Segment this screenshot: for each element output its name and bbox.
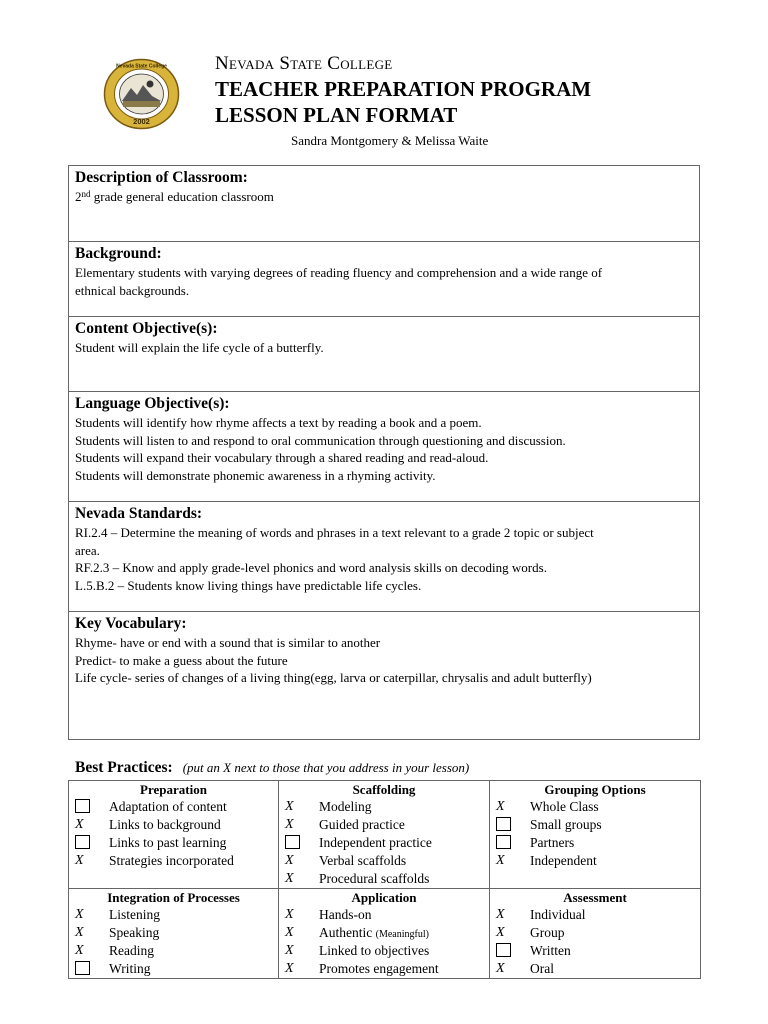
- best-practices-title: Best Practices: (put an X next to those that you address in your lesson): [75, 759, 470, 776]
- practice-item-label: Listening: [109, 907, 160, 922]
- practice-group-header: Application: [351, 890, 417, 905]
- practice-group-cell: [279, 889, 490, 979]
- practice-item-label: Links to background: [109, 817, 221, 832]
- checkbox-square-icon: [496, 835, 511, 849]
- empty-checkbox[interactable]: [496, 816, 514, 834]
- practice-item-label: Written: [530, 943, 571, 958]
- standards-line: L.5.B.2 – Students know living things have predictable life cycles.: [75, 577, 422, 593]
- standards-section: [69, 502, 699, 612]
- x-mark[interactable]: X: [75, 943, 84, 958]
- college-name: Nevada State College: [215, 53, 393, 74]
- empty-checkbox[interactable]: [496, 942, 514, 960]
- x-mark[interactable]: X: [496, 907, 505, 922]
- background-section: [69, 242, 699, 317]
- practice-item: [490, 906, 700, 924]
- practice-item: [279, 816, 489, 834]
- svg-text:Nevada State College: Nevada State College: [116, 63, 167, 70]
- format-title: LESSON PLAN FORMAT: [215, 103, 458, 127]
- language-objective-line: Students will demonstrate phonemic awareness in a rhyming activity.: [75, 467, 436, 483]
- practice-item-label: Promotes engagement: [319, 961, 439, 976]
- x-mark[interactable]: X: [75, 925, 84, 940]
- content-objective-section: [69, 317, 699, 392]
- practice-item: [490, 960, 700, 978]
- x-mark[interactable]: X: [75, 817, 84, 832]
- practice-item: [279, 870, 489, 888]
- empty-checkbox[interactable]: [285, 834, 303, 852]
- authors-line: Sandra Montgomery & Melissa Waite: [291, 133, 489, 148]
- standards-line: RF.2.3 – Know and apply grade-level phonics and word analysis skills on decoding words.: [75, 560, 547, 575]
- practice-group-header: Grouping Options: [544, 782, 646, 797]
- background-line: ethnical backgrounds.: [75, 282, 190, 298]
- practice-item-label: Reading: [109, 943, 154, 958]
- x-mark[interactable]: X: [496, 925, 505, 940]
- practice-item-label: Independent: [530, 853, 597, 868]
- checkbox-square-icon: [496, 943, 511, 957]
- vocabulary-heading: Key Vocabulary:: [75, 615, 187, 632]
- practice-item: [69, 960, 278, 978]
- language-objective-section: [69, 392, 699, 502]
- practice-item: [490, 816, 700, 834]
- practice-group-cell: [69, 781, 279, 889]
- x-mark[interactable]: X: [75, 907, 84, 922]
- practice-item-label: Verbal scaffolds: [319, 853, 407, 868]
- empty-checkbox[interactable]: [75, 960, 93, 978]
- practice-item: [69, 906, 278, 924]
- practice-item-label: Individual: [530, 907, 586, 922]
- language-objective-heading: Language Objective(s):: [75, 395, 230, 412]
- practice-item-label: Hands-on: [319, 907, 372, 922]
- practice-item: [490, 942, 700, 960]
- x-mark[interactable]: X: [496, 853, 505, 868]
- svg-text:2002: 2002: [133, 117, 150, 126]
- college-seal-logo: [103, 58, 180, 130]
- practice-item: [490, 834, 700, 852]
- practice-item: [69, 834, 278, 852]
- practice-item-label: Procedural scaffolds: [319, 871, 430, 886]
- practice-group-cell: [279, 781, 490, 889]
- practice-item-label: Modeling: [319, 799, 372, 814]
- best-practices-row: [69, 781, 701, 889]
- checkbox-square-icon: [75, 961, 90, 975]
- standards-heading: Nevada Standards:: [75, 505, 203, 522]
- vocabulary-line: Predict- to make a guess about the future: [75, 652, 288, 668]
- x-mark[interactable]: X: [285, 853, 294, 868]
- vocabulary-section: [69, 612, 699, 741]
- practice-group-cell: [490, 889, 701, 979]
- language-objective-line: Students will identify how rhyme affects a text by reading a book and a poem.: [75, 415, 482, 430]
- practice-item-label: Guided practice: [319, 817, 405, 832]
- background-heading: Background:: [75, 245, 162, 262]
- practice-item: [69, 942, 278, 960]
- x-mark[interactable]: X: [285, 817, 294, 832]
- checkbox-square-icon: [75, 799, 90, 813]
- practice-item: [69, 816, 278, 834]
- standards-line: area.: [75, 542, 100, 558]
- best-practices-row: [69, 889, 701, 979]
- practice-item: [279, 906, 489, 924]
- x-mark[interactable]: X: [285, 907, 294, 922]
- practice-item-label: Speaking: [109, 925, 160, 940]
- practice-item-suffix: (Meaningful): [375, 929, 429, 940]
- practice-item-label: Group: [530, 925, 565, 940]
- x-mark[interactable]: X: [75, 853, 84, 868]
- empty-checkbox[interactable]: [75, 834, 93, 852]
- practice-item: [69, 852, 278, 870]
- x-mark[interactable]: X: [285, 961, 294, 976]
- practice-group-header: Assessment: [563, 890, 627, 905]
- vocabulary-line: Life cycle- series of changes of a living thing(egg, larva or caterpillar, chrysalis and adult butterfly): [75, 670, 592, 685]
- practice-group-cell: [490, 781, 701, 889]
- practice-item: [490, 798, 700, 816]
- empty-checkbox[interactable]: [496, 834, 514, 852]
- checkbox-square-icon: [75, 835, 90, 849]
- x-mark[interactable]: X: [285, 925, 294, 940]
- practice-item: [490, 852, 700, 870]
- practice-item-label: Authentic (Meaningful): [319, 925, 429, 940]
- practice-item-label: Small groups: [530, 817, 602, 832]
- practice-group-header: Preparation: [140, 782, 207, 797]
- practice-item-label: Partners: [530, 835, 575, 850]
- x-mark[interactable]: X: [496, 799, 505, 814]
- practice-item-label: Writing: [109, 961, 151, 976]
- language-objective-line: Students will expand their vocabulary through a shared reading and read-aloud.: [75, 450, 489, 465]
- vocabulary-line: Rhyme- have or end with a sound that is similar to another: [75, 635, 381, 650]
- x-mark[interactable]: X: [285, 943, 294, 958]
- practice-item-label: Oral: [530, 961, 554, 976]
- practice-item-label: Adaptation of content: [109, 799, 227, 814]
- classroom-section: [69, 166, 699, 242]
- practice-item: [279, 798, 489, 816]
- background-line: Elementary students with varying degrees of reading fluency and comprehension and a wide range of: [75, 265, 603, 280]
- practice-group-header: Integration of Processes: [107, 890, 240, 905]
- classroom-heading: Description of Classroom:: [75, 169, 248, 186]
- x-mark[interactable]: X: [285, 799, 294, 814]
- language-objective-line: Students will listen to and respond to oral communication through questioning and discussion.: [75, 432, 566, 448]
- practice-item-label: Linked to objectives: [319, 943, 430, 958]
- practice-group-header: Scaffolding: [352, 782, 416, 797]
- x-mark[interactable]: X: [496, 961, 505, 976]
- practice-item: [490, 924, 700, 942]
- classroom-text: 2nd grade general education classroom: [75, 189, 274, 204]
- practice-item: [69, 798, 278, 816]
- checkbox-square-icon: [285, 835, 300, 849]
- practice-item-label: Strategies incorporated: [109, 853, 234, 868]
- practice-item: [279, 852, 489, 870]
- practice-group-cell: [69, 889, 279, 979]
- standards-line: RI.2.4 – Determine the meaning of words and phrases in a text relevant to a grade 2 topic or subject: [75, 525, 594, 540]
- practice-item-label: Independent practice: [319, 835, 432, 850]
- content-objective-heading: Content Objective(s):: [75, 320, 218, 337]
- practice-item: [279, 942, 489, 960]
- lesson-plan-table: [68, 165, 700, 740]
- practice-item-label: Whole Class: [530, 799, 599, 814]
- program-title: TEACHER PREPARATION PROGRAM: [215, 77, 592, 101]
- document-header: [215, 52, 591, 128]
- empty-checkbox[interactable]: [75, 798, 93, 816]
- practice-item: [279, 960, 489, 978]
- practice-item: [69, 924, 278, 942]
- practice-item: [279, 834, 489, 852]
- best-practices-grid: [68, 780, 701, 979]
- practice-item-label: Links to past learning: [109, 835, 227, 850]
- content-objective-line: Student will explain the life cycle of a butterfly.: [75, 340, 324, 355]
- practice-item: [279, 924, 489, 942]
- x-mark[interactable]: X: [285, 871, 294, 886]
- checkbox-square-icon: [496, 817, 511, 831]
